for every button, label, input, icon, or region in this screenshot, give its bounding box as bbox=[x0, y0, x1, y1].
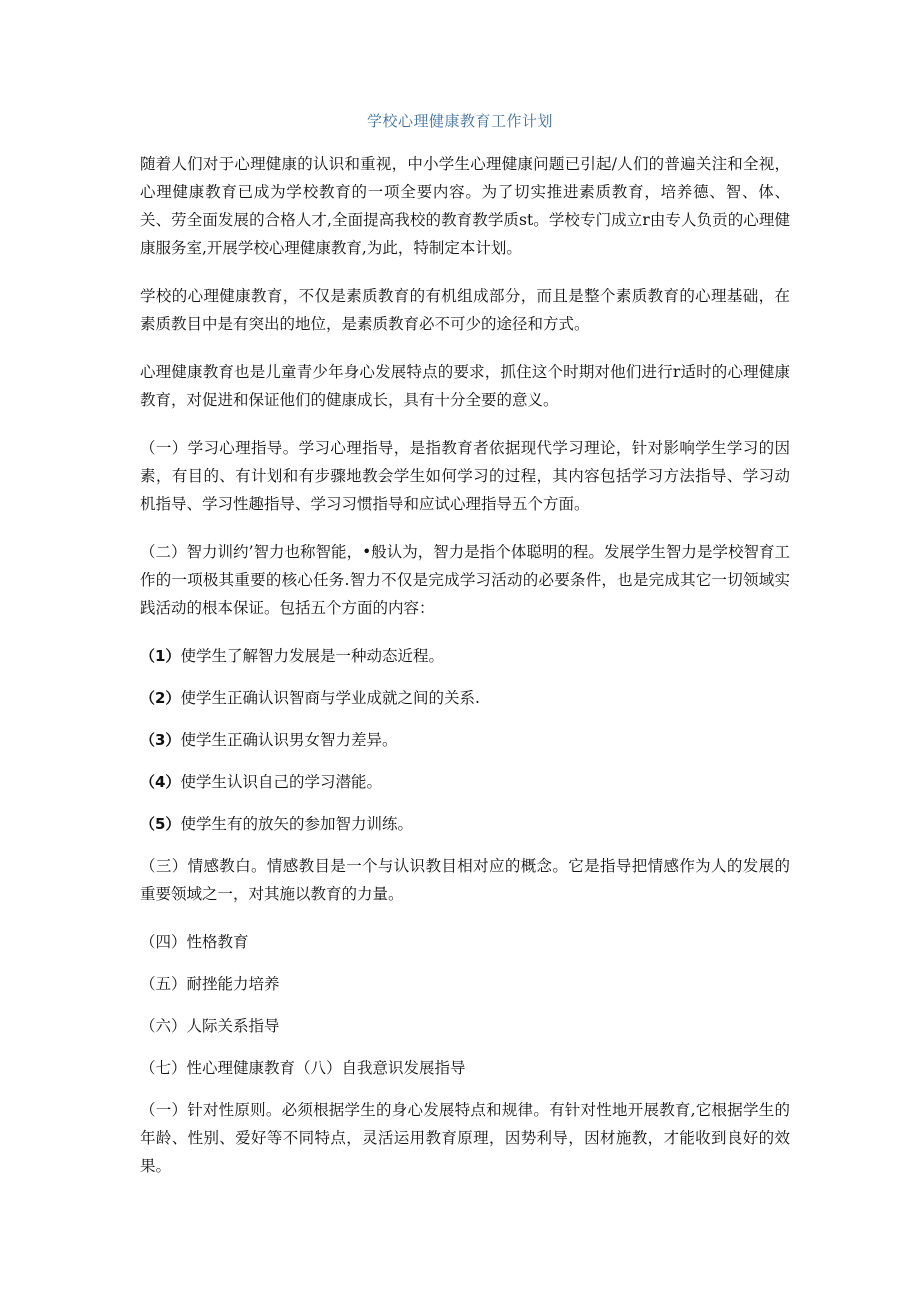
paragraph-learning-guidance: （一）学习心理指导。学习心理指导，是指教育者依据现代学习理论，针对影响学生学习的因素，有目的、有计划和有步骤地教会学生如何学习的过程，其内容包括学习方法指导、学习动机指导、学习性趣指导、学习习惯指导和应试心理指导五个方面。 bbox=[140, 439, 790, 513]
list-item bbox=[140, 810, 790, 838]
heading-character-education: （四）性格教育 bbox=[140, 933, 249, 951]
list-item-number: （2） bbox=[140, 689, 181, 707]
list-item-number: （4） bbox=[140, 773, 181, 791]
document-body bbox=[140, 150, 790, 1200]
paragraph-targeting-principle: （一）针对性原则。必须根据学生的身心发展特点和规律。有针对性地开展教育,它根据学生的年龄、性别、爱好等不同特点，灵活运用教育原理，因势利导，因材施教，才能收到良好的效果。 bbox=[140, 1101, 790, 1175]
paragraph-intelligence-training: （二）智力训约’智力也称智能，•般认为，智力是指个体聪明的程。发展学生智力是学校智育工作的一项极其重要的核心任务.智力不仅是完成学习活动的必要条件，也是完成其它一切领域实践活动的根本保证。包括五个方面的内容： bbox=[140, 543, 790, 617]
list-item-number: （1） bbox=[140, 647, 181, 665]
heading-sex-psychology: （七）性心理健康教育（八）自我意识发展指导 bbox=[140, 1059, 466, 1077]
list-item-text: 使学生认识自己的学习潜能。 bbox=[180, 773, 382, 791]
list-item-number: （3） bbox=[140, 731, 181, 749]
list-item bbox=[140, 726, 790, 754]
paragraph-significance: 心理健康教育也是儿童青少年身心发展特点的要求，抓住这个时期对他们进行r适时的心理健康教育，对促进和保证他们的健康成长，具有十分全要的意义。 bbox=[140, 363, 790, 409]
list-item-number: （5） bbox=[140, 815, 181, 833]
list-item bbox=[140, 684, 790, 712]
heading-resilience: （五）耐挫能力培养 bbox=[140, 975, 280, 993]
paragraph-role: 学校的心理健康教育，不仅是素质教育的有机组成部分，而且是整个素质教育的心理基础，在素质教目中是有突出的地位，是素质教育必不可少的途径和方式。 bbox=[140, 287, 790, 333]
list-item bbox=[140, 768, 790, 796]
list-item-text: 使学生有的放矢的参加智力训练。 bbox=[180, 815, 413, 833]
document-title: 学校心理健康教育工作计划 bbox=[366, 112, 553, 130]
list-item bbox=[140, 642, 790, 670]
list-item-text: 使学生正确认识男女智力差异。 bbox=[180, 731, 398, 749]
list-item-text: 使学生了解智力发展是一种动态近程。 bbox=[180, 647, 444, 665]
list-item-text: 使学生正确认识智商与学业成就之间的关系. bbox=[180, 689, 480, 707]
paragraph-emotion-education: （三）情感教白。情感教目是一个与认识教目相对应的概念。它是指导把情感作为人的发展的重要领域之一，对其施以教育的力量。 bbox=[140, 857, 790, 903]
paragraph-intro: 随着人们对于心理健康的认识和重视，中小学生心理健康问题已引起/人们的普遍关注和全视，心理健康教育已成为学校教育的一项全要内容。为了切实推进素质教育，培养德、智、体、关、劳全面发展的合格人才,全面提高我校的教育教学质st。学校专门成立r由专人负贡的心理健康服务室,开展学校心理健康教育,为此，特制定本计划。 bbox=[140, 155, 790, 257]
heading-interpersonal: （六）人际关系指导 bbox=[140, 1017, 280, 1035]
